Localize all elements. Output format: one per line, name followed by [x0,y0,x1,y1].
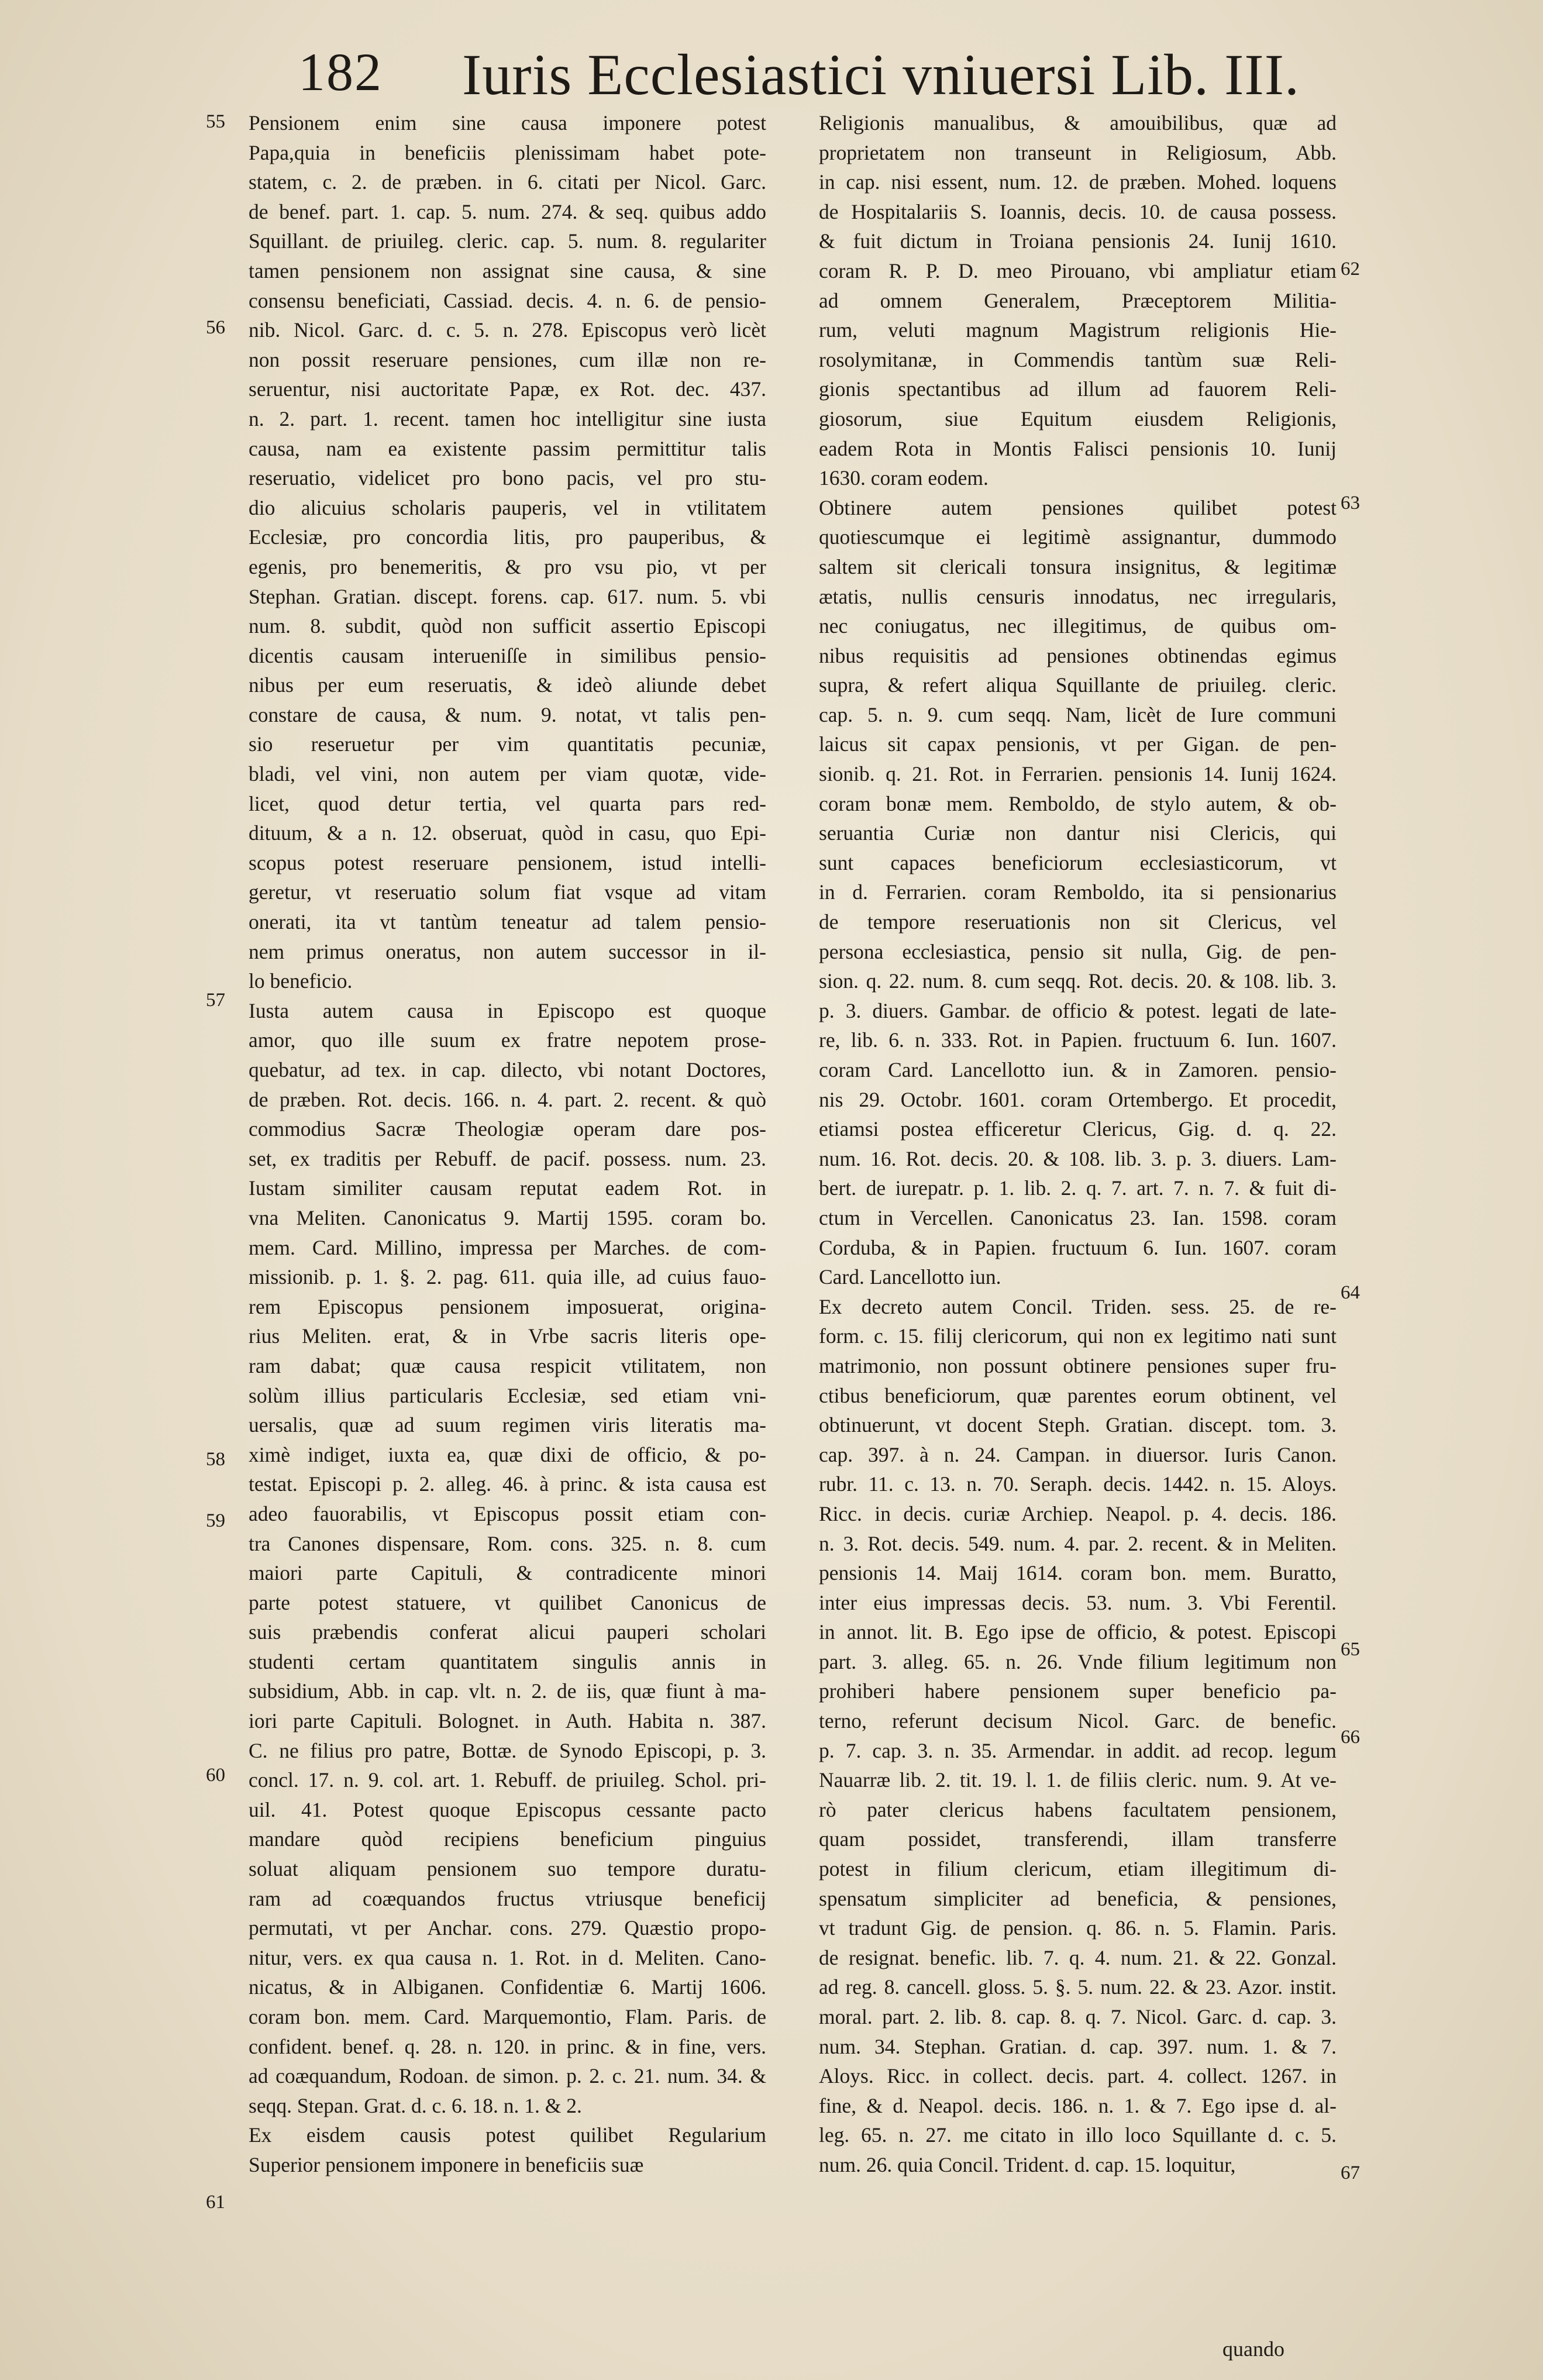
marginal-number: 59 [206,1510,225,1531]
text-line: nec coniugatus, nec illegitimus, de quibus om- [819,614,1337,638]
text-line: Stephan. Gratian. discept. forens. cap. 617. num. 5. vbi [249,584,766,608]
text-line: consensu beneficiati, Cassiad. decis. 4. n. 6. de pensio- [249,288,766,312]
text-line: nitur, vers. ex qua causa n. 1. Rot. in d. Meliten. Cano- [249,1945,766,1969]
text-line: rem Episcopus pensionem imposuerat, origina- [249,1294,766,1318]
text-line: seqq. Stepan. Grat. d. c. 6. 18. n. 1. & 2. [249,2093,582,2117]
text-line: commodius Sacræ Theologiæ operam dare pos- [249,1117,766,1141]
text-line: num. 16. Rot. decis. 20. & 108. lib. 3. p. 3. diuers. Lam- [819,1146,1337,1170]
text-line: persona ecclesiastica, pensio sit nulla, Gig. de pen- [819,939,1337,963]
text-line: coram bon. mem. Card. Marquemontio, Flam. Paris. de [249,2005,766,2028]
text-line: studenti certam quantitatem singulis annis in [249,1649,766,1673]
text-line: cap. 5. n. 9. cum seqq. Nam, licèt de Iure communi [819,702,1337,726]
text-line: parte potest statuere, vt quilibet Canonicus de [249,1590,766,1614]
text-line: Ex eisdem causis potest quilibet Regularium [249,2123,766,2147]
text-line: adeo fauorabilis, vt Episcopus possit etiam con- [249,1501,766,1525]
text-line: spensatum simpliciter ad beneficia, & pensiones, [819,1886,1337,1910]
text-line: moral. part. 2. lib. 8. cap. 8. q. 7. Nicol. Garc. d. cap. 3. [819,2005,1337,2028]
marginal-number: 65 [1341,1639,1360,1660]
text-line: ad omnem Generalem, Præceptorem Militia- [819,288,1337,312]
text-line: in annot. lit. B. Ego ipse de officio, & potest. Episcopi [819,1620,1337,1644]
marginal-number: 56 [206,317,225,338]
text-line: quebatur, ad tex. in cap. dilecto, vbi notant Doctores, [249,1058,766,1081]
text-line: mem. Card. Millino, impressa per Marches. de com- [249,1235,766,1259]
text-line: n. 3. Rot. decis. 549. num. 4. par. 2. recent. & in Meliten. [819,1531,1337,1555]
marginal-number: 58 [206,1449,225,1470]
marginal-number: 60 [206,1765,225,1786]
text-line: p. 3. diuers. Gambar. de officio & potest. legati de late- [819,998,1337,1022]
text-line: inter eius impressas decis. 53. num. 3. Vbi Ferentil. [819,1590,1337,1614]
text-line: non possit reseruare pensiones, cum illæ non re- [249,347,766,371]
text-line: suis præbendis conferat alicui pauperi scholari [249,1620,766,1644]
text-line: pensionis 14. Maij 1614. coram bon. mem. Buratto, [819,1561,1337,1585]
page-header [0,41,1543,105]
text-line: onerati, ita vt tantùm teneatur ad talem pensio- [249,910,766,934]
text-line: nib. Nicol. Garc. d. c. 5. n. 278. Episcopus verò licèt [249,318,766,342]
text-line: laicus sit capax pensionis, vt per Gigan. de pen- [819,732,1337,756]
text-line: Card. Lancellotto iun. [819,1265,1001,1289]
text-line: form. c. 15. filij clericorum, qui non ex legitimo nati sunt [819,1324,1337,1348]
text-line: ctibus beneficiorum, quæ parentes eorum obtinent, vel [819,1383,1337,1407]
text-line: quotiescumque ei legitimè assignantur, dummodo [819,525,1337,549]
text-line: sionib. q. 21. Rot. in Ferrarien. pensionis 14. Iunij 1624. [819,762,1337,786]
page-number: 182 [298,42,383,102]
text-line: bert. de iurepatr. p. 1. lib. 2. q. 7. art. 7. n. 7. & fuit di- [819,1176,1337,1200]
marginal-number: 64 [1341,1282,1360,1303]
text-line: tamen pensionem non assignat sine causa, & sine [249,259,766,283]
text-line: subsidium, Abb. in cap. vlt. n. 2. de iis, quæ fiunt à ma- [249,1679,766,1703]
text-line: tra Canones dispensare, Rom. cons. 325. n. 8. cum [249,1531,766,1555]
text-line: part. 3. alleg. 65. n. 26. Vnde filium legitimum non [819,1649,1337,1673]
text-line: ætatis, nullis censuris innodatus, nec irregularis, [819,584,1337,608]
text-line: bladi, vel vini, non autem per viam quotæ, vide- [249,762,766,786]
text-line: licet, quod detur tertia, vel quarta pars red- [249,791,766,815]
text-line: de resignat. benefic. lib. 7. q. 4. num. 21. & 22. Gonzal. [819,1945,1337,1969]
text-line: causa, nam ea existente passim permittitur talis [249,436,766,460]
text-line: uersalis, quæ ad suum regimen viris literatis ma- [249,1413,766,1437]
text-line: seruantia Curiæ non dantur nisi Clericis, qui [819,821,1337,845]
text-line: giosorum, siue Equitum eiusdem Religionis, [819,407,1337,430]
text-line: in cap. nisi essent, num. 12. de præben. Mohed. loquens [819,170,1337,194]
text-line: mandare quòd recipiens beneficium pinguius [249,1827,766,1851]
text-line: statem, c. 2. de præben. in 6. citati per Nicol. Garc. [249,170,766,194]
text-line: de Hospitalariis S. Ioannis, decis. 10. de causa possess. [819,199,1337,223]
marginal-number: 57 [206,990,225,1011]
text-line: re, lib. 6. n. 333. Rot. in Papien. fructuum 6. Iun. 1607. [819,1028,1337,1052]
text-line: cap. 397. à n. 24. Campan. in diuersor. Iuris Canon. [819,1442,1337,1466]
text-line: C. ne filius pro patre, Bottæ. de Synodo Episcopi, p. 3. [249,1738,766,1762]
text-line: dio alicuius scholaris pauperis, vel in vtilitatem [249,495,766,519]
text-line: obtinuerunt, vt docent Steph. Gratian. discept. tom. 3. [819,1413,1337,1437]
text-line: permutati, vt per Anchar. cons. 279. Quæstio propo- [249,1916,766,1940]
text-line: nis 29. Octobr. 1601. coram Ortembergo. Et procedit, [819,1087,1337,1111]
text-line: ad coæquandum, Rodoan. de simon. p. 2. c. 21. num. 34. & [249,2064,766,2088]
text-line: maiori parte Capituli, & contradicente minori [249,1561,766,1585]
text-line: eadem Rota in Montis Falisci pensionis 10. Iunij [819,436,1337,460]
text-line: terno, referunt decisum Nicol. Garc. de benefic. [819,1709,1337,1733]
text-line: matrimonio, non possunt obtinere pensiones super fru- [819,1353,1337,1377]
text-line: p. 7. cap. 3. n. 35. Armendar. in addit. ad recop. legum [819,1738,1337,1762]
text-line: Obtinere autem pensiones quilibet potest [819,495,1337,519]
text-line: seruentur, nisi auctoritate Papæ, ex Rot. dec. 437. [249,377,766,401]
text-line: de præben. Rot. decis. 166. n. 4. part. 2. recent. & quò [249,1087,766,1111]
text-line: coram bonæ mem. Remboldo, de stylo autem, & ob- [819,791,1337,815]
text-line: Nauarræ lib. 2. tit. 19. l. 1. de filiis cleric. num. 9. At ve- [819,1768,1337,1792]
text-line: Papa,quia in beneficiis plenissimam habet pote- [249,140,766,164]
text-line: uil. 41. Potest quoque Episcopus cessante pacto [249,1797,766,1821]
text-line: leg. 65. n. 27. me citato in illo loco Squillante d. c. 5. [819,2123,1337,2147]
text-line: Ecclesiæ, pro concordia litis, pro pauperibus, & [249,525,766,549]
text-line: nicatus, & in Albiganen. Confidentiæ 6. Martij 1606. [249,1975,766,1999]
text-line: ram ad coæquandos fructus vtriusque beneficij [249,1886,766,1910]
text-line: Ricc. in decis. curiæ Archiep. Neapol. p. 4. decis. 186. [819,1501,1337,1525]
text-line: coram Card. Lancellotto iun. & in Zamoren. pensio- [819,1058,1337,1081]
text-line: dituum, & a n. 12. obseruat, quòd in casu, quo Epi- [249,821,766,845]
text-line: Aloys. Ricc. in collect. decis. part. 4. collect. 1267. in [819,2064,1337,2088]
text-line: lo beneficio. [249,969,353,993]
text-line: & fuit dictum in Troiana pensionis 24. Iunij 1610. [819,229,1337,253]
text-line: etiamsi postea efficeretur Clericus, Gig. d. q. 22. [819,1117,1337,1141]
text-line: rubr. 11. c. 13. n. 70. Seraph. decis. 1442. n. 15. Aloys. [819,1472,1337,1496]
text-line: rò pater clericus habens facultatem pensionem, [819,1797,1337,1821]
text-line: scopus potest reseruare pensionem, istud intelli- [249,850,766,874]
text-line: Squillant. de priuileg. cleric. cap. 5. num. 8. regulariter [249,229,766,253]
text-line: sunt capaces beneficiorum ecclesiasticorum, vt [819,850,1337,874]
text-line: num. 8. subdit, quòd non sufficit assertio Episcopi [249,614,766,638]
text-line: prohiberi habere pensionem super beneficio pa- [819,1679,1337,1703]
marginal-number: 61 [206,2192,225,2213]
text-line: solùm illius particularis Ecclesiæ, sed etiam vni- [249,1383,766,1407]
text-line: Corduba, & in Papien. fructuum 6. Iun. 1607. coram [819,1235,1337,1259]
text-line: n. 2. part. 1. recent. tamen hoc intelligitur sine iusta [249,407,766,430]
text-line: num. 26. quia Concil. Trident. d. cap. 15. loquitur, [819,2152,1236,2176]
text-line: num. 34. Stephan. Gratian. d. cap. 397. num. 1. & 7. [819,2034,1337,2058]
text-line: proprietatem non transeunt in Religiosum, Abb. [819,140,1337,164]
text-line: amor, quo ille suum ex fratre nepotem prose- [249,1028,766,1052]
text-line: set, ex traditis per Rebuff. de pacif. possess. num. 23. [249,1146,766,1170]
text-line: de tempore reseruationis non sit Clericus, vel [819,910,1337,934]
text-line: concl. 17. n. 9. col. art. 1. Rebuff. de priuileg. Schol. pri- [249,1768,766,1792]
marginal-number: 62 [1341,259,1360,280]
text-line: saltem sit clericali tonsura insignitus, & legitimæ [819,554,1337,578]
text-line: Ex decreto autem Concil. Triden. sess. 25. de re- [819,1294,1337,1318]
text-line: egenis, pro benemeritis, & pro vsu pio, vt per [249,554,766,578]
text-line: fine, & d. Neapol. decis. 186. n. 1. & 7. Ego ipse d. al- [819,2093,1337,2117]
text-line: potest in filium clericum, etiam illegitimum di- [819,1857,1337,1881]
text-line: sio reseruetur per vim quantitatis pecuniæ, [249,732,766,756]
text-line: confident. benef. q. 28. n. 120. in princ. & in fine, vers. [249,2034,766,2058]
text-line: soluat aliquam pensionem suo tempore duratu- [249,1857,766,1881]
text-line: Religionis manualibus, & amouibilibus, quæ ad [819,111,1337,135]
text-line: ximè indiget, iuxta ea, quæ dixi de officio, & po- [249,1442,766,1466]
text-line: nibus requisitis ad pensiones obtinendas egimus [819,643,1337,667]
text-line: rum, veluti magnum Magistrum religionis Hie- [819,318,1337,342]
marginal-number: 63 [1341,492,1360,514]
text-line: gionis spectantibus ad illum ad fauorem Reli- [819,377,1337,401]
text-line: ctum in Vercellen. Canonicatus 23. Ian. 1598. coram [819,1206,1337,1229]
text-line: ram dabat; quæ causa respicit vtilitatem, non [249,1353,766,1377]
text-line: coram R. P. D. meo Pirouano, vbi ampliatur etiam [819,259,1337,283]
catchword: quando [1222,2337,1284,2361]
text-line: reseruatio, videlicet pro bono pacis, vel pro stu- [249,466,766,490]
text-line: iori parte Capituli. Bolognet. in Auth. Habita n. 387. [249,1709,766,1733]
text-line: de benef. part. 1. cap. 5. num. 274. & seq. quibus addo [249,199,766,223]
text-line: rius Meliten. erat, & in Vrbe sacris literis ope- [249,1324,766,1348]
text-line: geretur, vt reseruatio solum fiat vsque ad vitam [249,880,766,904]
marginal-number: 55 [206,111,225,132]
text-line: rosolymitanæ, in Commendis tantùm suæ Reli- [819,347,1337,371]
text-line: Pensionem enim sine causa imponere potest [249,111,766,135]
text-line: nem primus oneratus, non autem successor in il- [249,939,766,963]
text-line: ad reg. 8. cancell. gloss. 5. §. 5. num. 22. & 23. Azor. instit. [819,1975,1337,1999]
text-line: testat. Episcopi p. 2. alleg. 46. à princ. & ista causa est [249,1472,766,1496]
marginal-number: 67 [1341,2162,1360,2183]
left-column [249,108,766,2180]
text-line: dicentis causam interueniſſe in similibus pensio- [249,643,766,667]
right-column [819,108,1337,2180]
text-line: sion. q. 22. num. 8. cum seqq. Rot. decis. 20. & 108. lib. 3. [819,969,1337,993]
text-line: Iustam similiter causam reputat eadem Rot. in [249,1176,766,1200]
text-line: supra, & refert aliqua Squillante de priuileg. cleric. [819,673,1337,697]
text-line: 1630. coram eodem. [819,466,989,490]
text-line: vt tradunt Gig. de pension. q. 86. n. 5. Flamin. Paris. [819,1916,1337,1940]
marginal-number: 66 [1341,1727,1360,1748]
running-title: Iuris Ecclesiastici vniuersi Lib. III. [462,42,1300,107]
text-line: quam possidet, transferendi, illam transferre [819,1827,1337,1851]
text-line: missionib. p. 1. §. 2. pag. 611. quia ille, ad cuius fauo- [249,1265,766,1289]
text-line: in d. Ferrarien. coram Remboldo, ita si pensionarius [819,880,1337,904]
text-line: vna Meliten. Canonicatus 9. Martij 1595. coram bo. [249,1206,766,1229]
text-line: nibus per eum reseruatis, & ideò aliunde debet [249,673,766,697]
text-line: constare de causa, & num. 9. notat, vt talis pen- [249,702,766,726]
text-line: Iusta autem causa in Episcopo est quoque [249,998,766,1022]
text-line: Superior pensionem imponere in beneficiis suæ [249,2152,644,2176]
